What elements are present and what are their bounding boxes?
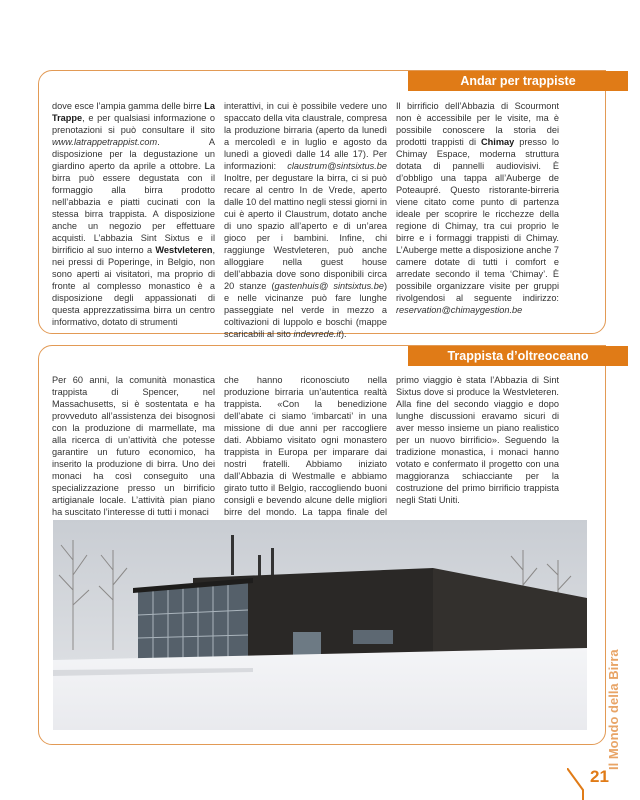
article-column-4: Per 60 anni, la comunità monastica trappista di Spencer, nel Massachusetts, si è sostentata e ha provveduto all’assistenza dei bisognosi con la produzione di marmellate, ma alla ricerca di un’attività che potesse garantire un futuro economico, ha inserito la produzione di birra. Uno dei monaci ha così conseguito una specializzazione presso un birrificio artigianale locale. L’attività pian piano ha suscitato l’interesse di tutti i monaci (52, 375, 215, 517)
brewery-photo (53, 520, 587, 730)
brewery-building-illustration (53, 520, 587, 730)
article-column-5: che hanno riconosciuto nella produzione birraria un’autentica realtà trappista. «Con la benedizione dell’abate ci siamo ‘imbarcati’ in una missione di due anni per raccogliere dati. Abbiamo visitato ogni monastero trappista in Europa per imparare dai nostri fratelli. Abbiamo iniziato dall’Abbazia di Westmalle e abbiamo girato tutto il Belgio, raccogliendo buoni consigli e bevendo alcune delle migliori birre del mondo. La tappa finale del (224, 375, 387, 517)
bold-name-westvleteren: Westvleteren (155, 245, 213, 255)
article-column-1: dove esce l’ampia gamma delle birre La Trappe, e per qualsiasi informazione o prenotazioni si può consultare il sito www.latrappetrappist.com. A disposizione per la degustazione un giardino aperto da aprile a ottobre. La birra può essere degustata con il formaggio alla birra prodotto nell’abbazia e piatti cucinati con la stessa birra trappista. A disposizione anche un negozio per effettuare acquisti. L’abbazia Sint Sixtus e il birrificio al suo interno a Westvleteren, nei pressi di Poperinge, in Belgio, non sono aperti ai visitatori, ma proprio di fronte al complesso monastico è a disposizione degli appassionati di questa apprezzatissima birra un centro informativo, dotato di strumenti (52, 101, 215, 327)
page-number: 21 (590, 767, 609, 786)
website-link-indevrede[interactable]: indevrede.it (293, 329, 341, 339)
email-link-chimay[interactable]: reservation@chimaygestion.be (396, 305, 523, 315)
website-link-latrappe[interactable]: www.latrappetrappist.com (52, 137, 158, 147)
article-column-3: Il birrificio dell’Abbazia di Scourmont non è accessibile per le visite, ma è possibile conoscere la storia dei prodotti trappisti di Chimay presso lo Chimay Espace, moderna struttura dotata di pannelli audiovisivi. È d’obbligo una tappa all’Auberge de Poteaupré. Questo ristorante-birreria viene citato come punto di partenza ideale per scoprire le ricchezze della regione di Chimay, tra cui proprio le birre e i formaggi trappisti di Chimay. L’Auberge mette a disposizione anche 7 camere dotate di tutti i comfort e arredate secondo il tema ‘Chimay’. È possibile organizzare visite per gruppi rivolgendosi al seguente indirizzo: reservation@chimaygestion.be (396, 101, 559, 315)
section-title-trappista-oltreoceano: Trappista d’oltreoceano (408, 346, 628, 366)
magazine-title-vertical: Il Mondo della Birra (606, 649, 621, 770)
email-link-claustrum[interactable]: claustrum@sintsixtus.be (287, 161, 387, 171)
article-column-2: interattivi, in cui è possibile vedere uno spaccato della vita claustrale, compresa la produzione birraria (aperto da lunedì a mercoledì e in luglio e agosto da lunedì a giovedì dalle 14 alle 17). Per informazioni: claustrum@sintsixtus.be Inoltre, per degustare la birra, ci si può recare al centro In de Vrede, aperto dalle 10 del mattino negli stessi giorni in cui è aperto il Claustrum, dotato anche di uno spazio all’aperto e di un’area gioco per i bambini. Infine, chi raggiunge Westvleteren, può anche alloggiare nella guest house dell’abbazia dove sono disponibili circa 20 stanze (gastenhuis@ sintsixtus.be) e nelle vicinanze può fare lunghe passeggiate nel verde in mezzo a coltivazioni di luppolo e boschi (mappe scaricabili al sito indevrede.it). (224, 101, 388, 339)
bold-name-chimay: Chimay (481, 137, 515, 147)
article-column-6: primo viaggio è stata l’Abbazia di Sint Sixtus dove si produce la Westvleteren. Alla fine del secondo viaggio e dopo lunghe discussioni eravamo sicuri di aver messo insieme un piano realistico per un nuovo birrificio». Seguendo la tradizione monastica, i monaci hanno votato e confermato il progetto con una maggioranza schiacciante per la costruzione del primo birrificio trappista negli Stati Uniti. (396, 375, 559, 505)
email-link-gastenhuis[interactable]: gastenhuis@ sintsixtus.be (274, 281, 384, 291)
bold-name-la-trappe: La Trappe (52, 101, 215, 123)
section-title-andar-per-trappiste: Andar per trappiste (408, 71, 628, 91)
